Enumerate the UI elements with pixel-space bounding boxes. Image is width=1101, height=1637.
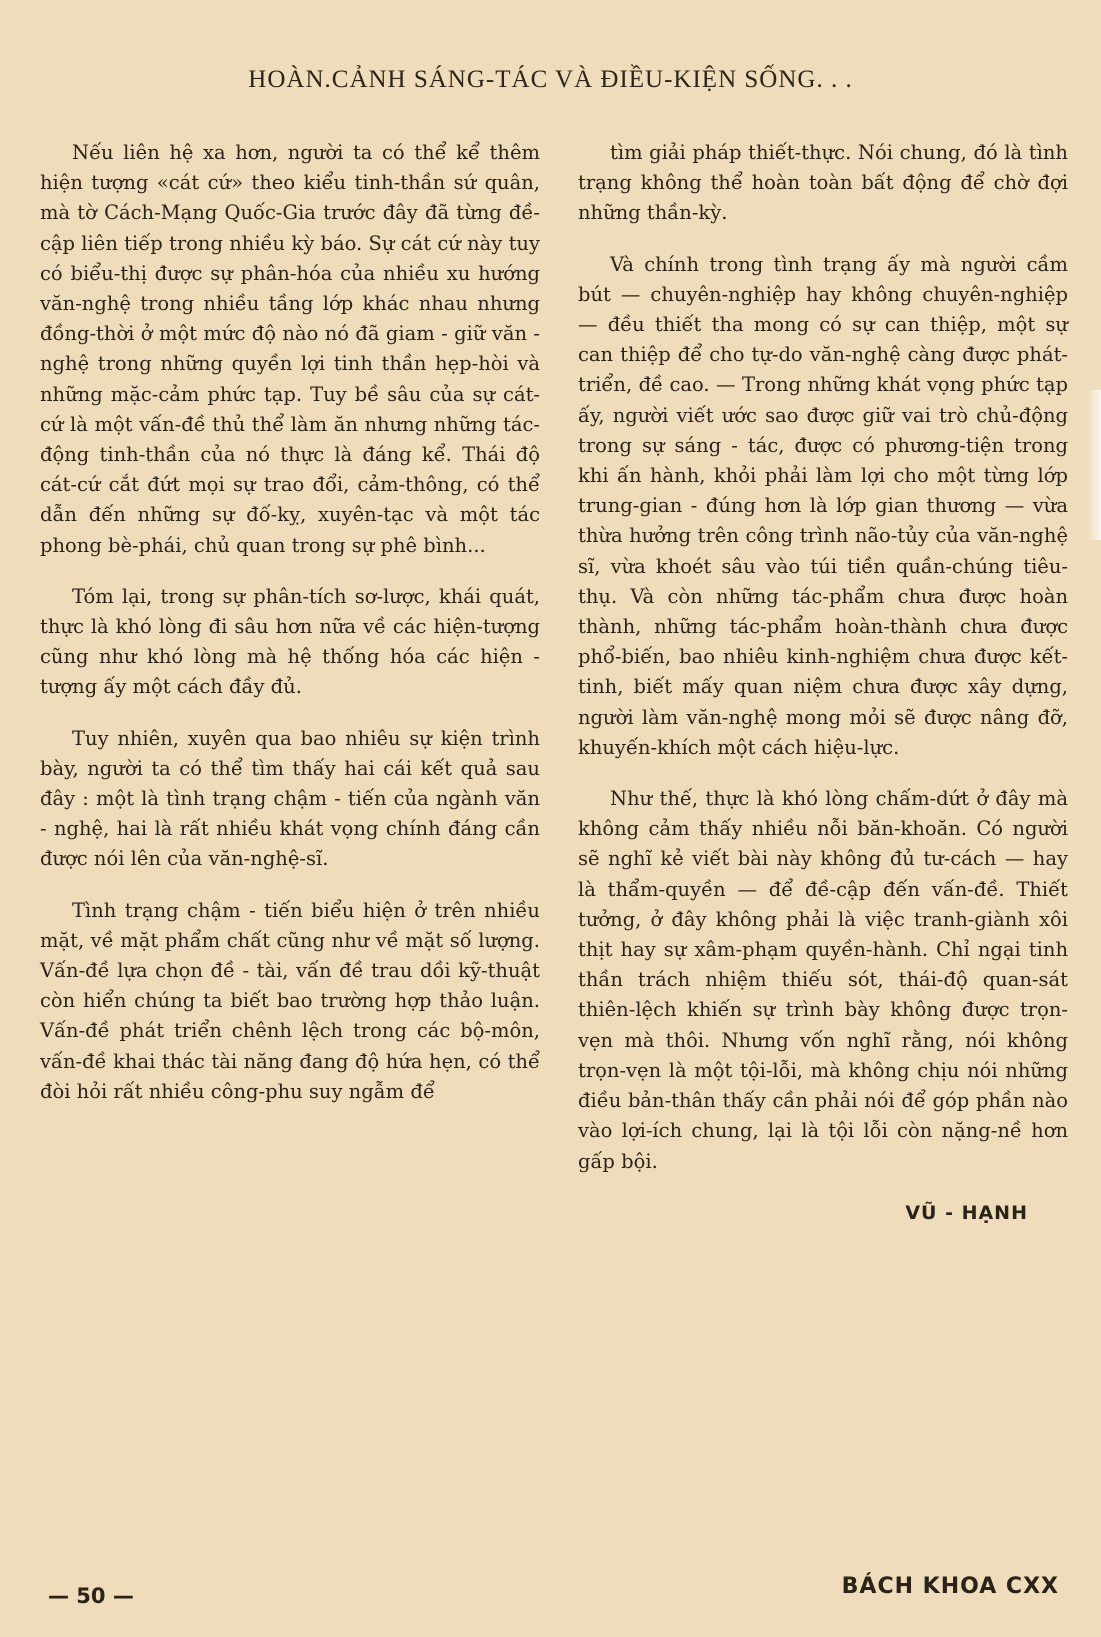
paragraph: Như thế, thực là khó lòng chấm-dứt ở đây mà không cảm thấy nhiều nỗi băn-khoăn. Có người sẽ nghĩ kẻ viết bài này không đủ tư-cách — hay là thẩm-quyền — để đề-cập đến vấn-đề. Thiết tưởng, ở đây không phải là việc tranh-giành xôi thịt hay sự xâm-phạm quyền-hành. Chỉ ngại tinh thần trách nhiệm thiếu sót, thái-độ quan-sát thiên-lệch khiến sự trình bày không được trọn-vẹn mà thôi. Nhưng vốn nghĩ rằng, nói không trọn-vẹn là một tội-lỗi, mà không chịu nói những điều bản-thân thấy cần phải nói để góp phần nào vào lợi-ích chung, lại là tội lỗi còn nặng-nề hơn gấp bội. [578, 787, 1068, 1173]
paragraph: Tuy nhiên, xuyên qua bao nhiêu sự kiện trình bày, người ta có thể tìm thấy hai cái kết quả sau đây : một là tình trạng chậm - tiến của ngành văn - nghệ, hai là rất nhiều khát vọng chính đáng cần được nói lên của văn-nghệ-sĩ. [40, 726, 540, 871]
paragraph: Và chính trong tình trạng ấy mà người cầm bút — chuyên-nghiệp hay không chuyên-nghiệp — đều thiết tha mong có sự can thiệp, một sự can thiệp để cho tự-do văn-nghệ càng được phát-triển, đề cao. — Trong những khát vọng phức tạp ấy, người viết ước sao được giữ vai trò chủ-động trong sự sáng - tác, được có phương-tiện trong khi ấn hành, khỏi phải làm lợi cho một từng lớp trung-gian - đúng hơn là lớp gian thương — vừa thừa hưởng trên công trình não-tủy của văn-nghệ sĩ, vừa khoét sâu vào túi tiền quần-chúng tiêu-thụ. Và còn những tác-phẩm chưa được hoàn thành, những tác-phẩm hoàn-thành chưa được phổ-biến, bao nhiêu kinh-nghiệm chưa được kết-tinh, biết mấy quan niệm chưa được xây dựng, người làm văn-nghệ mong mỏi sẽ được nâng đỡ, khuyến-khích một cách hiệu-lực. [578, 252, 1068, 759]
right-column [578, 138, 1068, 1228]
paragraph: tìm giải pháp thiết-thực. Nói chung, đó là tình trạng không thể hoàn toàn bất động để chờ đợi những thần-kỳ. [578, 141, 1068, 225]
paragraph: Tóm lại, trong sự phân-tích sơ-lược, khái quát, thực là khó lòng đi sâu hơn nữa về các hiện-tượng cũng như khó lòng mà hệ thống hóa các hiện - tượng ấy một cách đầy đủ. [40, 584, 540, 699]
left-column [40, 138, 540, 1128]
page-number: — 50 — [48, 1584, 134, 1608]
publication-name: BÁCH KHOA CXX [841, 1574, 1059, 1599]
paragraph: Tình trạng chậm - tiến biểu hiện ở trên nhiều mặt, về mặt phẩm chất cũng như về mặt số lượng. Vấn-đề lựa chọn đề - tài, vấn đề trau dồi kỹ-thuật còn hiển chúng ta biết bao trường hợp thảo luận. Vấn-đề phát triển chênh lệch trong các bộ-môn, vấn-đề khai thác tài năng đang độ hứa hẹn, có thể đòi hỏi rất nhiều công-phu suy ngẫm để [40, 898, 540, 1103]
running-title: HOÀN.CẢNH SÁNG-TÁC VÀ ĐIỀU-KIỆN SỐNG. . . [248, 66, 853, 93]
paragraph: Nếu liên hệ xa hơn, người ta có thể kể thêm hiện tượng «cát cứ» theo kiểu tinh-thần sứ quân, mà tờ Cách-Mạng Quốc-Gia trước đây đã từng đề-cập liên tiếp trong nhiều kỳ báo. Sự cát cứ này tuy có biểu-thị được sự phân-hóa của nhiều xu hướng văn-nghệ trong nhiều tầng lớp khác nhau nhưng đồng-thời ở một mức độ nào nó đã giam - giữ văn - nghệ trong những quyền lợi tinh thần hẹp-hòi và những mặc-cảm phức tạp. Tuy bề sâu của sự cát-cứ là một vấn-đề thủ thể làm ăn nhưng những tác-động tinh-thần của nó thực là đáng kể. Thái độ cát-cứ cắt đứt mọi sự trao đổi, cảm-thông, có thể dẫn đến những sự đố-kỵ, xuyên-tạc và một tác phong bè-phái, chủ quan trong sự phê bình... [40, 141, 540, 557]
author-signature: VŨ - HẠNH [905, 1201, 1028, 1224]
paper-edge-stain [1087, 390, 1101, 540]
